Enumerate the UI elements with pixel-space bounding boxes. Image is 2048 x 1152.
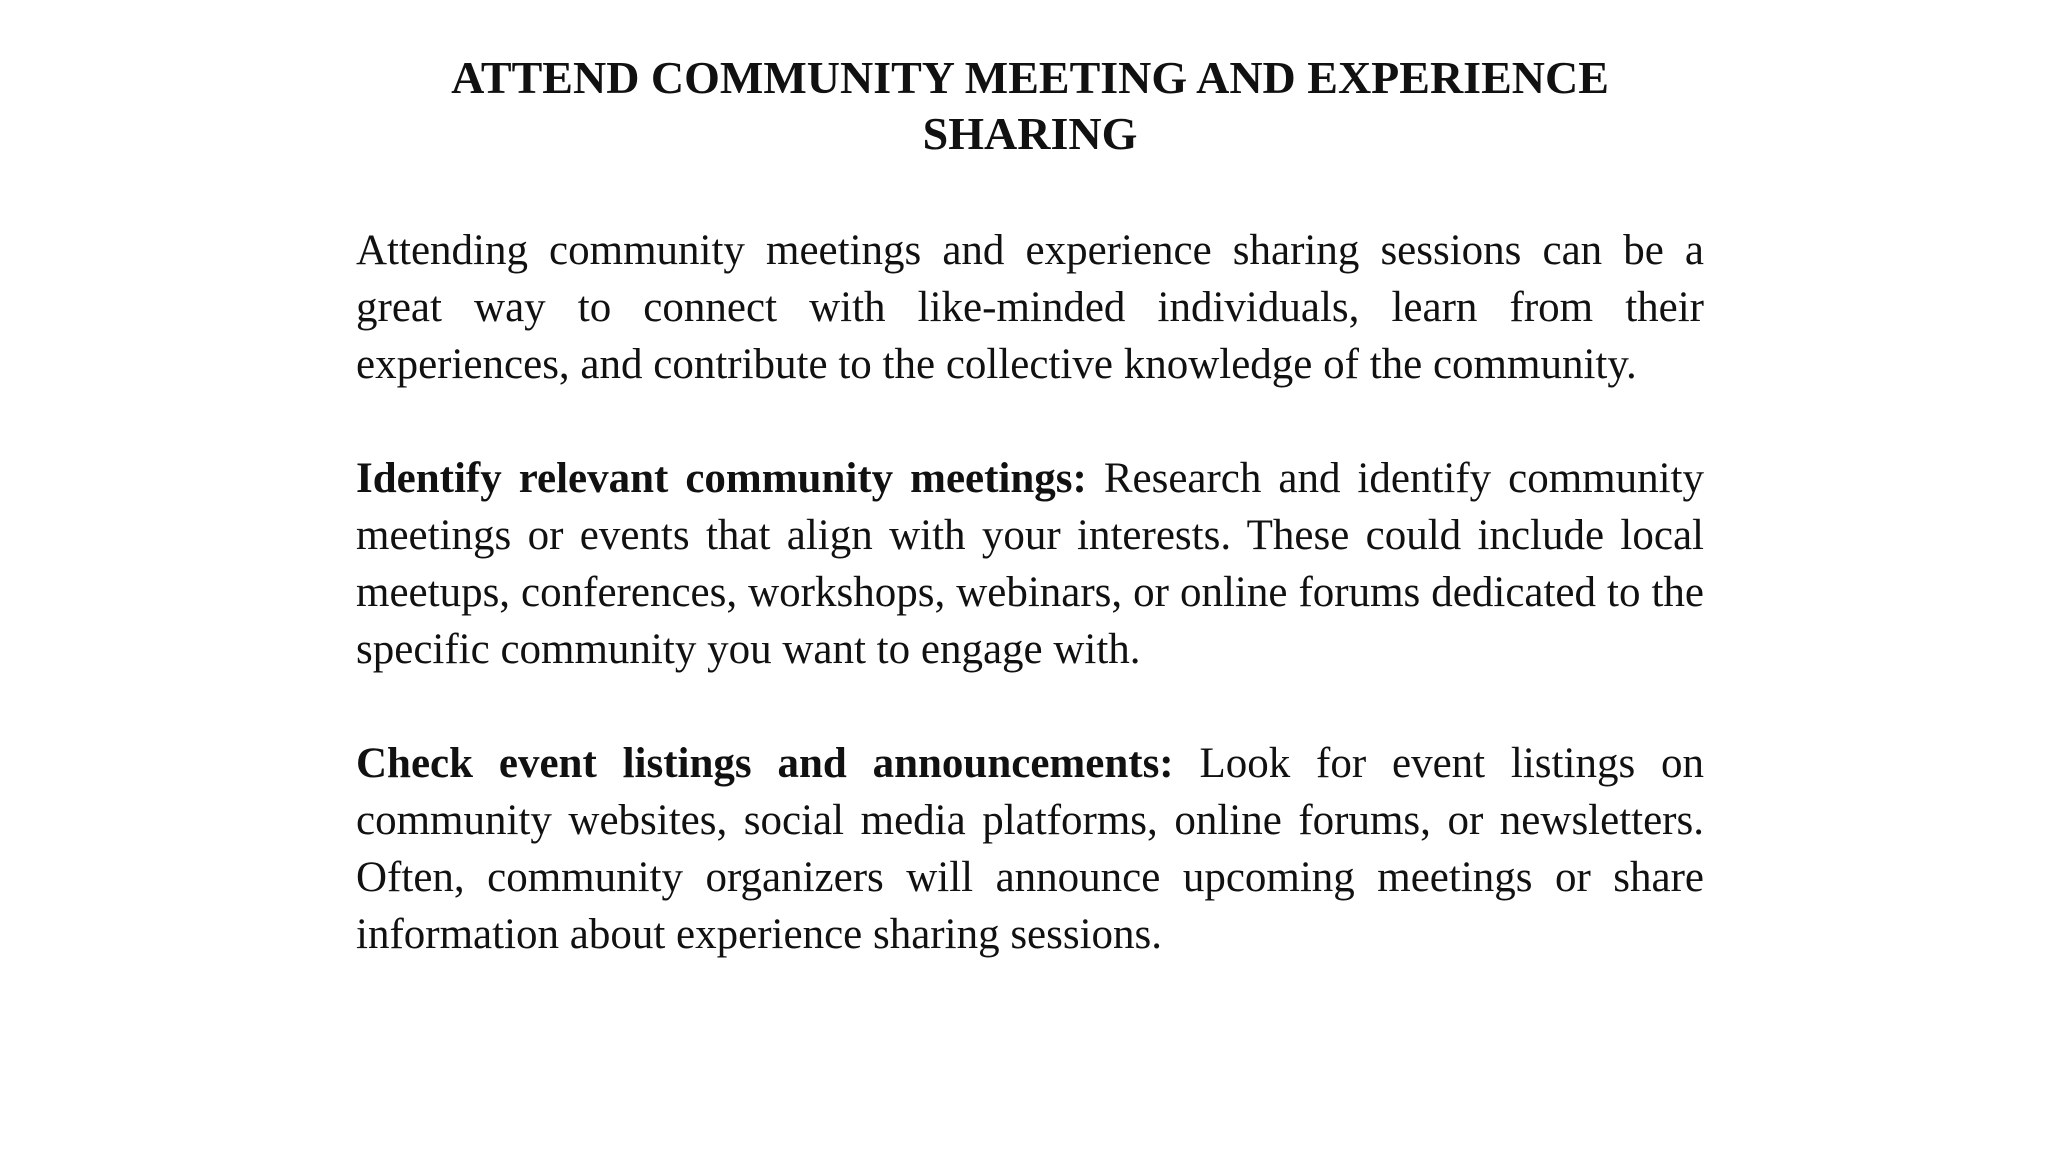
section-heading: Check event listings and announcements: xyxy=(356,740,1174,787)
document-page xyxy=(356,50,1704,963)
section-check-listings xyxy=(356,735,1704,963)
section-identify-meetings xyxy=(356,450,1704,678)
section-heading: Identify relevant community meetings: xyxy=(356,455,1087,502)
document-title: ATTEND COMMUNITY MEETING AND EXPERIENCE SHARING xyxy=(451,52,1609,159)
intro-paragraph: Attending community meetings and experience sharing sessions can be a great way to connect with like-minded individuals, learn from their experiences, and contribute to the collective knowledge of the community. xyxy=(356,227,1704,388)
section-body: Look for event listings on community websites, social media platforms, online forums, or newsletters. Often, community organizers will announce upcoming meetings or share information about experience sharing sessions. xyxy=(356,740,1704,958)
section-body: Research and identify community meetings or events that align with your interests. These could include local meetups, conferences, workshops, webinars, or online forums dedicated to the specific community you want to engage with. xyxy=(356,455,1704,673)
